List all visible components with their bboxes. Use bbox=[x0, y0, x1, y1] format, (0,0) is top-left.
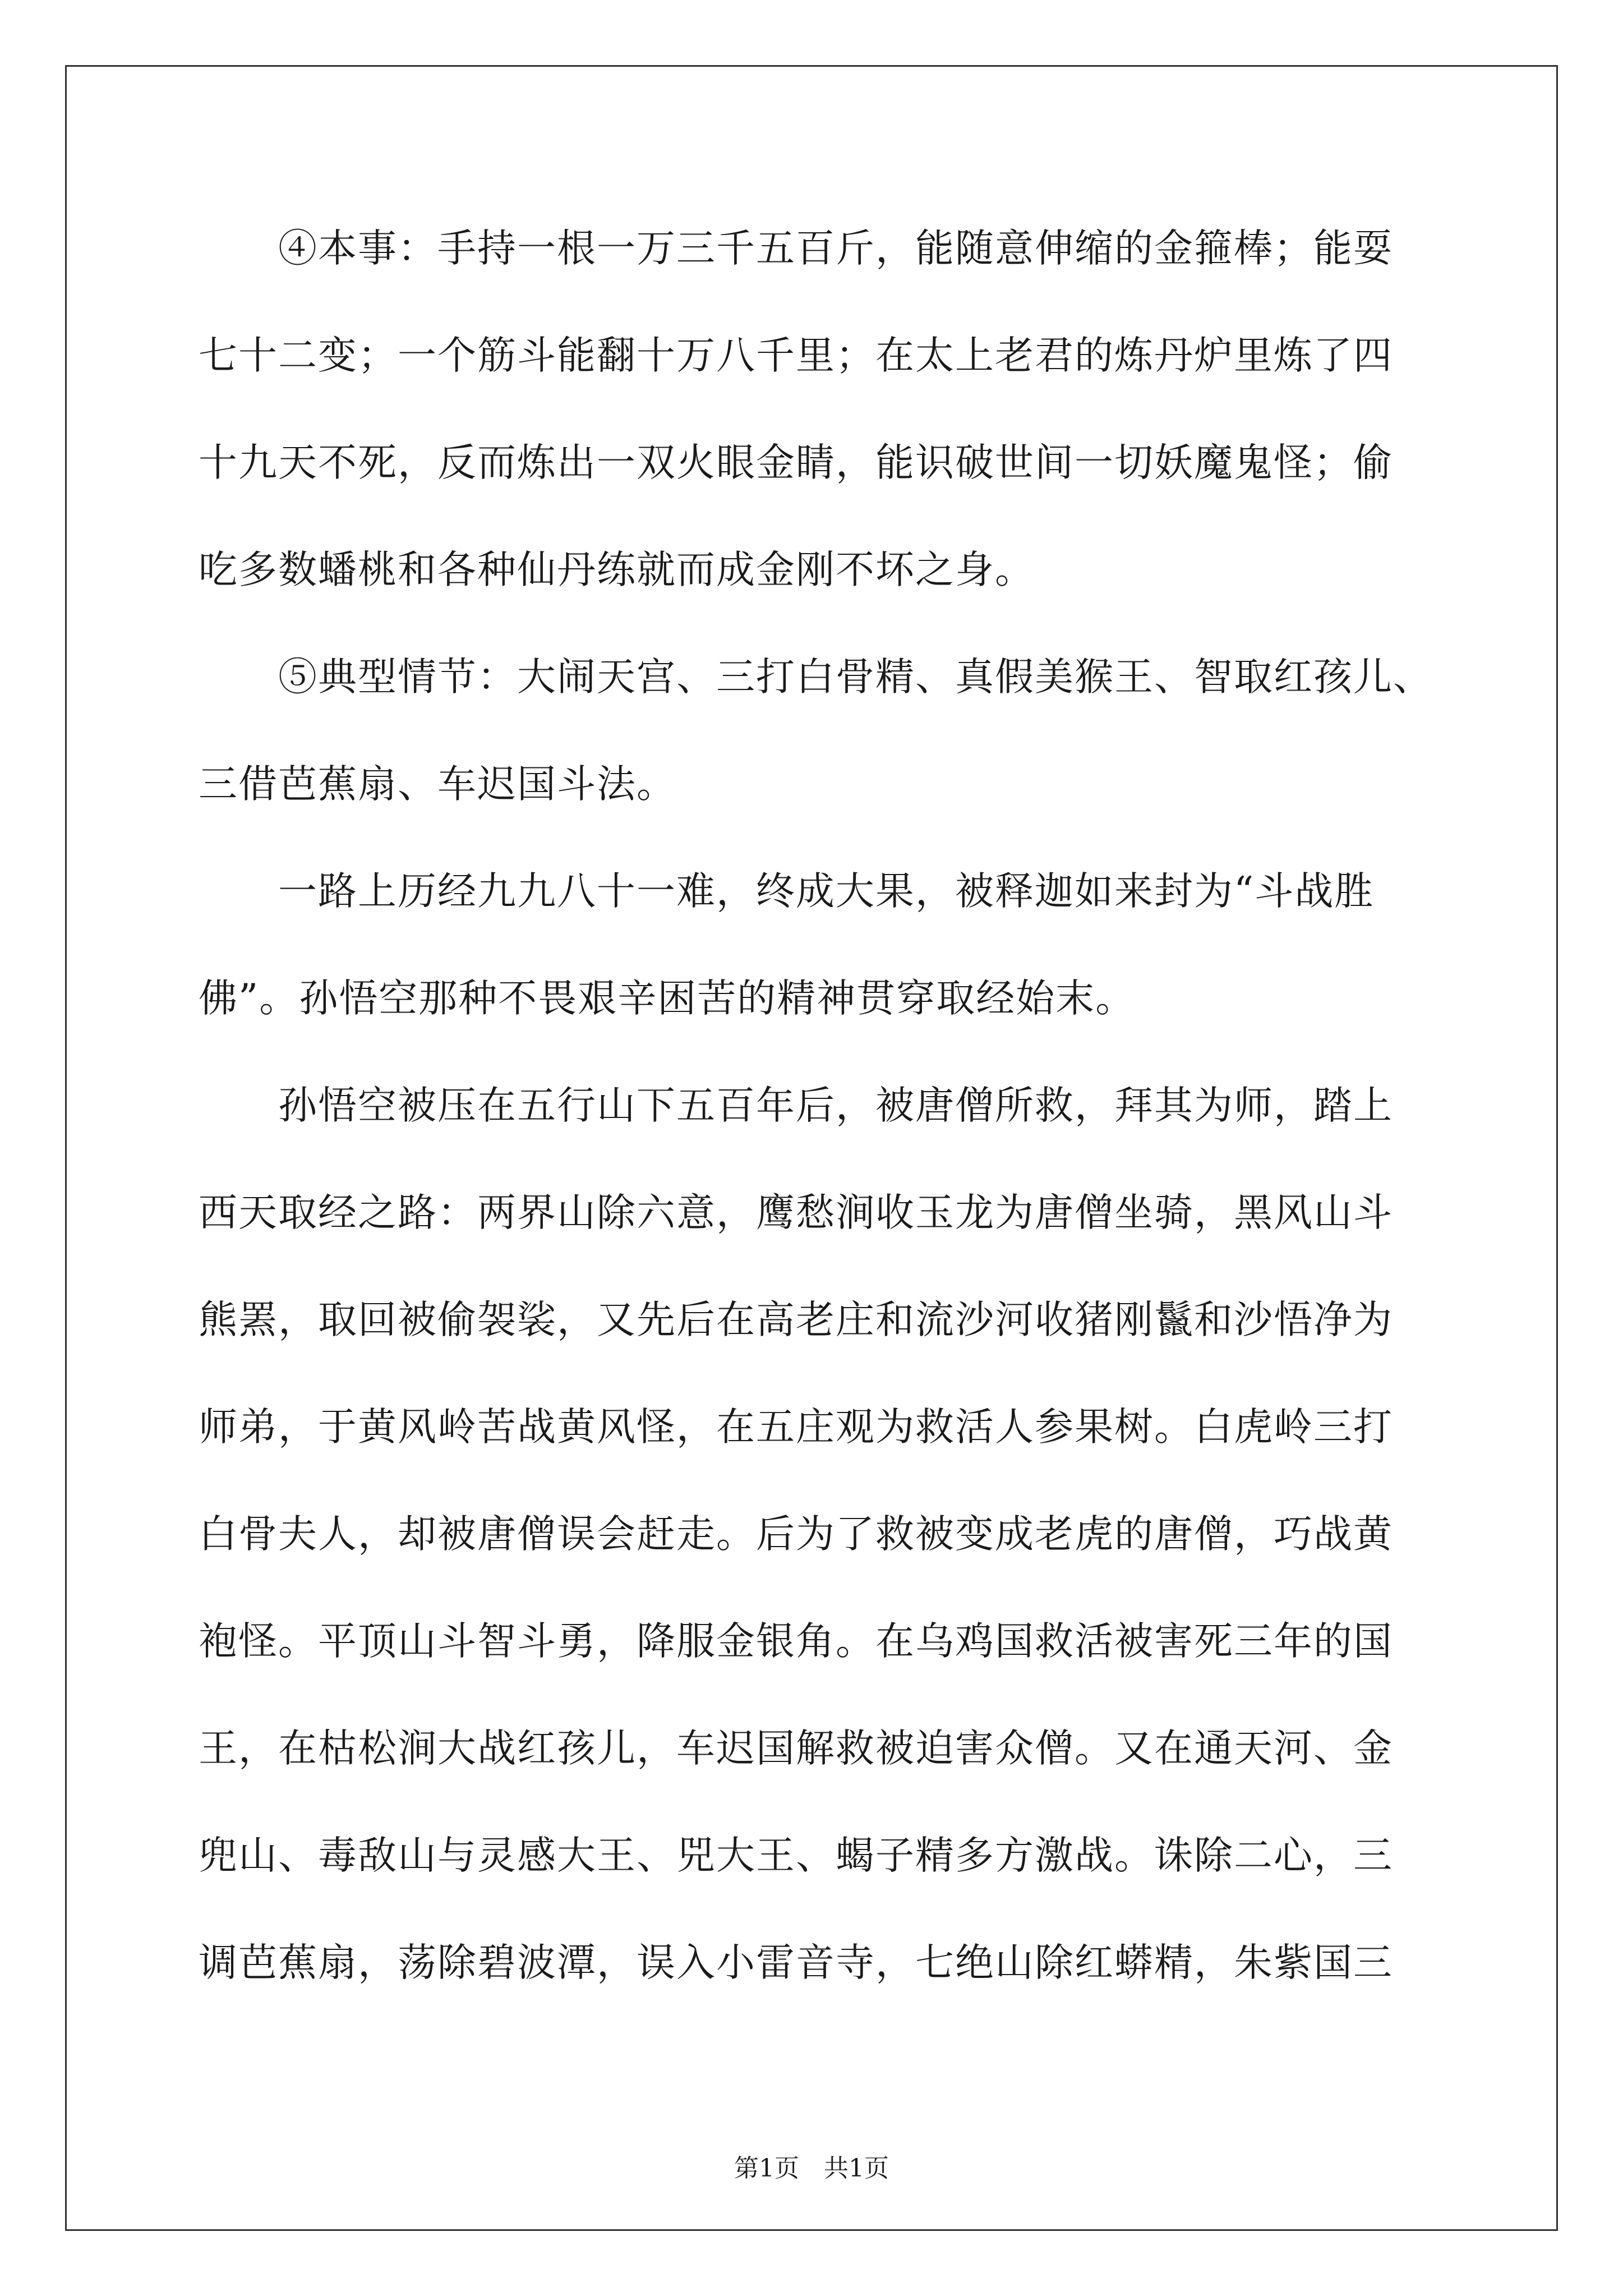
text-line: 一路上历经九九八十一难，终成大果，被释迦如来封为“斗战胜 bbox=[199, 869, 1375, 914]
text-line: 熊罴，取回被偷袈裟，又先后在高老庄和流沙河收猪刚鬣和沙悟净为 bbox=[199, 1297, 1393, 1342]
text-line: 师弟，于黄风岭苦战黄风怪，在五庄观为救活人参果树。白虎岭三打 bbox=[199, 1405, 1393, 1450]
text-line: 三借芭蕉扇、车迟国斗法。 bbox=[199, 762, 676, 807]
text-line: ⑤典型情节：大闹天宫、三打白骨精、真假美猴王、智取红孩儿、 bbox=[199, 655, 1433, 700]
text-line: 调芭蕉扇，荡除碧波潭，误入小雷音寺，七绝山除红蟒精，朱紫国三 bbox=[199, 1940, 1393, 1985]
paragraph-journey bbox=[199, 1070, 1444, 2035]
paragraph-buddha bbox=[199, 856, 1444, 1070]
paragraph-abilities bbox=[199, 213, 1444, 642]
text-line: ④本事：手持一根一万三千五百斤，能随意伸缩的金箍棒；能耍 bbox=[199, 226, 1393, 271]
paragraph-plots bbox=[199, 642, 1444, 856]
text-line: 十九天不死，反而炼出一双火眼金睛，能识破世间一切妖魔鬼怪；偷 bbox=[199, 440, 1393, 485]
text-line: 吃多数蟠桃和各种仙丹练就而成金刚不坏之身。 bbox=[199, 547, 1035, 592]
page-total: 共1页 bbox=[824, 2154, 889, 2183]
page-footer bbox=[0, 2152, 1623, 2185]
page-number: 第1页 bbox=[734, 2154, 799, 2183]
text-line: 王，在枯松涧大战红孩儿，车迟国解救被迫害众僧。又在通天河、金 bbox=[199, 1726, 1393, 1771]
text-line: 佛”。孙悟空那种不畏艰辛困苦的精神贯穿取经始末。 bbox=[199, 976, 1136, 1021]
text-line: 孙悟空被压在五行山下五百年后，被唐僧所救，拜其为师，踏上 bbox=[199, 1083, 1393, 1128]
document-body bbox=[199, 213, 1444, 2035]
text-line: 袍怪。平顶山斗智斗勇，降服金银角。在乌鸡国救活被害死三年的国 bbox=[199, 1619, 1393, 1664]
text-line: 西天取经之路：两界山除六意，鹰愁涧收玉龙为唐僧坐骑，黑风山斗 bbox=[199, 1190, 1393, 1235]
text-line: 兜山、毒敌山与灵感大王、兕大王、蝎子精多方激战。诛除二心，三 bbox=[199, 1833, 1393, 1878]
text-line: 七十二变；一个筋斗能翻十万八千里；在太上老君的炼丹炉里炼了四 bbox=[199, 333, 1393, 378]
text-line: 白骨夫人，却被唐僧误会赶走。后为了救被变成老虎的唐僧，巧战黄 bbox=[199, 1512, 1393, 1557]
